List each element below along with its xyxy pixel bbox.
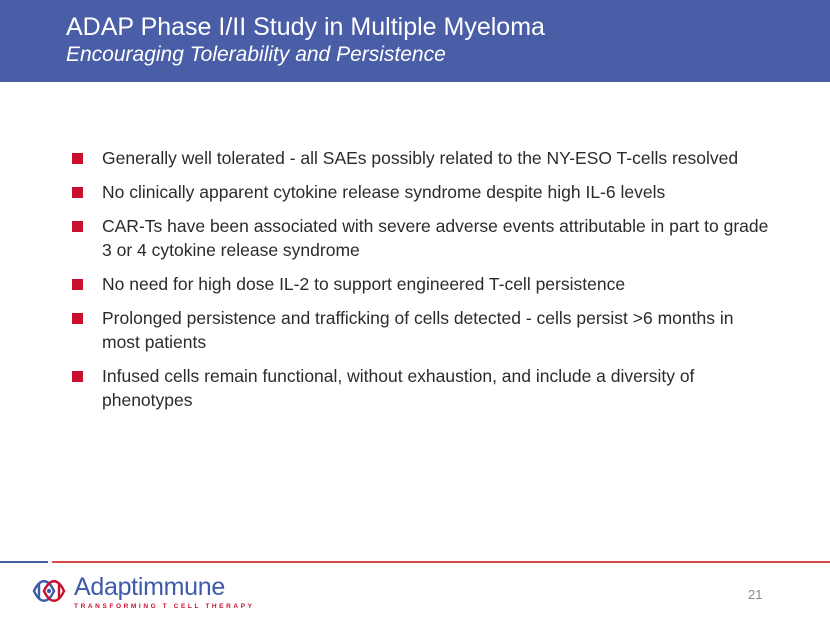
bullet-item [72,180,772,204]
bullet-item [72,146,772,170]
bullet-list [72,146,772,422]
bullet-item [72,214,772,262]
square-bullet-icon [72,371,83,382]
square-bullet-icon [72,279,83,290]
adaptimmune-logo-icon [30,572,68,610]
bullet-text: No clinically apparent cytokine release syndrome despite high IL-6 levels [102,182,666,202]
square-bullet-icon [72,313,83,324]
bullet-text: No need for high dose IL-2 to support engineered T-cell persistence [102,274,626,294]
bullet-text: Infused cells remain functional, without exhaustion, and include a diversity of phenotypes [102,366,695,410]
company-logo [30,572,255,614]
bullet-text: CAR-Ts have been associated with severe adverse events attributable in part to grade 3 or 4 cytokine release syndrome [102,216,769,260]
title-bar [0,0,830,82]
bullet-text: Prolonged persistence and trafficking of cells detected - cells persist >6 months in most patients [102,308,734,352]
footer-rule-left [0,561,48,563]
bullet-item [72,272,772,296]
square-bullet-icon [72,153,83,164]
bullet-text: Generally well tolerated - all SAEs possibly related to the NY-ESO T-cells resolved [102,148,739,168]
logo-tagline: TRANSFORMING T CELL THERAPY [74,603,255,610]
bullet-item [72,364,772,412]
square-bullet-icon [72,187,83,198]
slide-title: ADAP Phase I/II Study in Multiple Myeloma [66,13,545,41]
footer-rule-right [52,561,830,563]
logo-wordmark: Adaptimmune [74,573,225,601]
slide-subtitle: Encouraging Tolerability and Persistence [66,43,446,66]
page-number: 21 [748,587,763,602]
square-bullet-icon [72,221,83,232]
bullet-item [72,306,772,354]
